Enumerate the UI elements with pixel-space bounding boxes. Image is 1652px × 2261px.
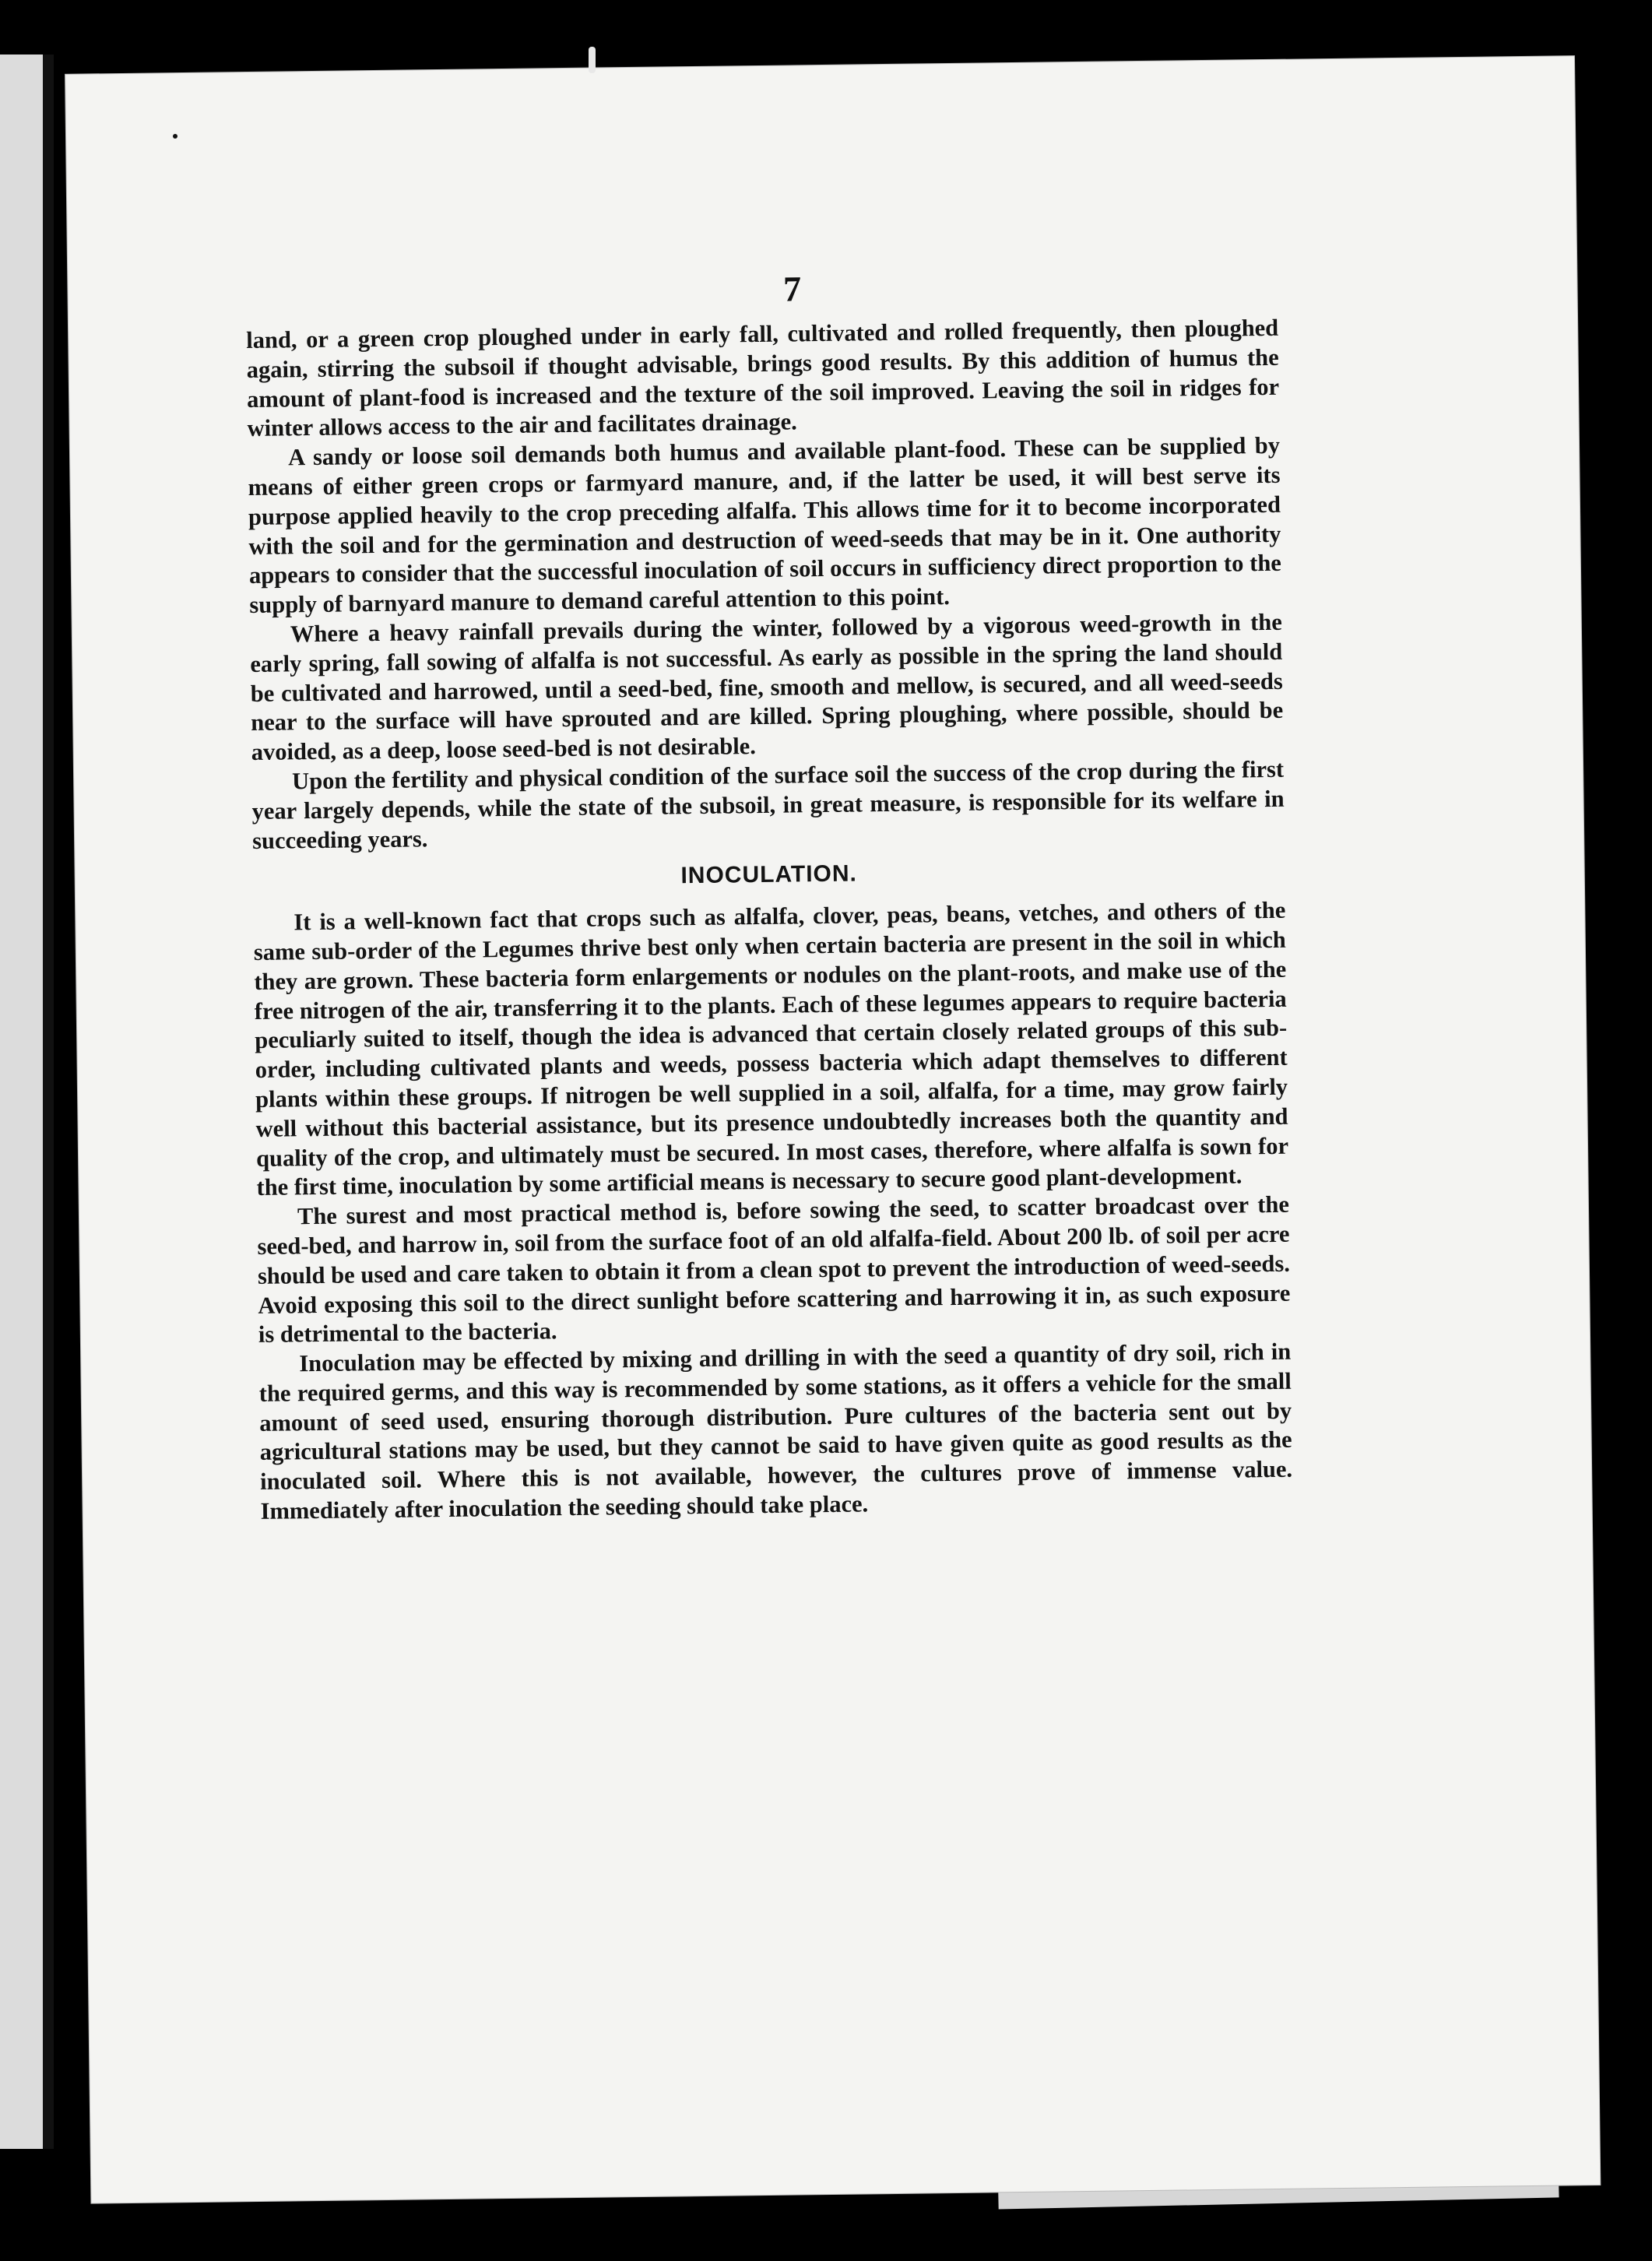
page-number: 7 (782, 269, 802, 309)
scan-speck (173, 134, 178, 139)
paragraph: The surest and most practical method is, before sowing the seed, to scatter broadcast over the seed-bed, and harrow in, soil from the surface foot of an old alfalfa-field. About 200 lb. of soil per acre should be used and care taken to obtain it from a clean spot to prevent the introduction of weed-seeds. Avoid exposing this soil to the direct sunlight before scattering and harrowing it in, as such exposure is detrimental to the bacteria. (257, 1190, 1291, 1349)
paragraph: It is a well-known fact that crops such as alfalfa, clover, peas, beans, vetches, and others of the same sub-order of the Legumes thrive best only when certain bacteria are present in the soil in which they are grown. These bacteria form enlargements or nodules on the plant-roots, and make use of the free nitrogen of the air, transferring it to the plants. Each of these legumes appears to require bacteria peculiarly suited to itself, though the idea is advanced that certain closely related groups of this sub-order, including cultivated plants and weeds, possess bacteria which adapt themselves to different plants within these groups. If nitrogen be well supplied in a soil, alfalfa, for a time, may grow fairly well without this bacterial assistance, but its presence undoubtedly increases both the quantity and quality of the crop, and ultimately must be secured. In most cases, therefore, where alfalfa is sown for the first time, inoculation by some artificial means is necessary to secure good plant-development. (253, 896, 1289, 1201)
paragraph: Upon the fertility and physical condition of the surface soil the success of the crop during the first year largely depends, while the state of the subsoil, in great measure, is responsible for its welfare in succeeding years. (251, 755, 1285, 854)
body-text (246, 314, 1293, 1527)
adjacent-page-edge (0, 55, 54, 2149)
paragraph: Inoculation may be effected by mixing and drilling in with the seed a quantity of dry soil, rich in the required germs, and this way is recommended by some stations, as it offers a vehicle for the small amount of seed used, ensuring thorough distribution. Pure cultures of the bacteria sent out by agricultural stations may be used, but they cannot be said to have given quite as good results as the inoculated soil. Where this is not available, however, the cultures prove of immense value. Immediately after inoculation the seeding should take place. (258, 1338, 1293, 1524)
document-page (65, 56, 1600, 2203)
paragraph: land, or a green crop ploughed under in early fall, cultivated and rolled frequently, then ploughed again, stirring the subsoil if thought advisable, brings good results. By this addition of humus the amount of plant-food is increased and the texture of the soil improved. Leaving the soil in ridges for winter allows access to the air and facilitates drainage. (246, 314, 1280, 442)
paragraph: A sandy or loose soil demands both humus and available plant-food. These can be supplied by means of either green crops or farmyard manure, and, if the latter be used, it will best serve its purpose applied heavily to the crop preceding alfalfa. This allows time for it to become incorporated with the soil and for the germination and destruction of weed-seeds that may be in it. One authority appears to consider that the successful inoculation of soil occurs in sufficiency direct proportion to the supply of barnyard manure to demand careful attention to this point. (248, 432, 1282, 619)
paragraph: Where a heavy rainfall prevails during the winter, followed by a vigorous weed-growth in the early spring, fall sowing of alfalfa is not successful. As early as possible in the spring the land should be cultivated and harrowed, until a seed-bed, fine, smooth and mellow, is secured, and all weed-seeds near to the surface will have sprouted and are killed. Spring ploughing, where possible, should be avoided, as a deep, loose seed-bed is not desirable. (250, 608, 1284, 766)
section-heading: INOCULATION. (680, 860, 858, 889)
scan-artifact (589, 47, 596, 73)
